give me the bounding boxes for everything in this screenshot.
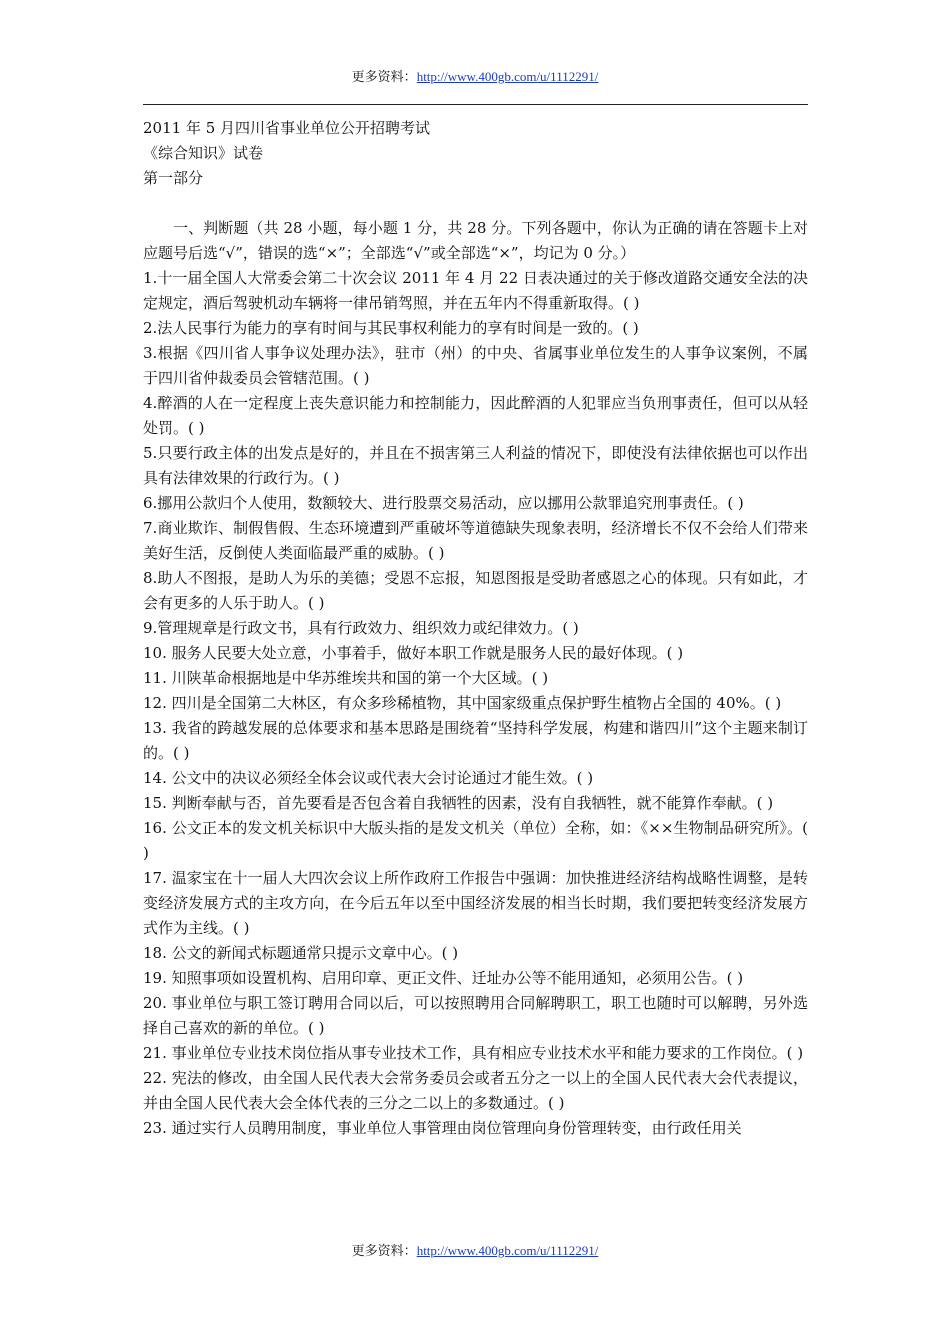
- document-body: [143, 116, 808, 1141]
- question-item: 12. 四川是全国第二大林区，有众多珍稀植物，其中国家级重点保护野生植物占全国的 40%。( ): [143, 694, 782, 712]
- footer-link[interactable]: http://www.400gb.com/u/1112291/: [416, 1243, 599, 1258]
- page-header: [0, 66, 950, 85]
- footer-label: 更多资料：: [351, 1244, 417, 1259]
- question-item: 7.商业欺诈、制假售假、生态环境遭到严重破坏等道德缺失现象表明，经济增长不仅不会给人们带来美好生活，反倒使人类面临最严重的威胁。( ): [143, 519, 808, 562]
- spacer: [143, 191, 808, 216]
- question-item: 8.助人不图报，是助人为乐的美德；受恩不忘报，知恩图报是受助者感恩之心的体现。只有如此，才会有更多的人乐于助人。( ): [143, 569, 808, 612]
- question-item: 17. 温家宝在十一届人大四次会议上所作政府工作报告中强调：加快推进经济结构战略性调整，是转变经济发展方式的主攻方向，在今后五年以至中国经济发展的相当长时期，我们要把转变经济发展方式作为主线。( ): [143, 869, 808, 937]
- question-item: 13. 我省的跨越发展的总体要求和基本思路是围绕着“坚持科学发展，构建和谐四川”这个主题来制订的。( ): [143, 719, 808, 762]
- header-label: 更多资料：: [351, 70, 417, 85]
- question-item: 14. 公文中的决议必须经全体会议或代表大会讨论通过才能生效。( ): [143, 769, 594, 787]
- question-item: 20. 事业单位与职工签订聘用合同以后，可以按照聘用合同解聘职工，职工也随时可以解聘，另外选择自己喜欢的新的单位。( ): [143, 994, 808, 1037]
- question-item: 3.根据《四川省人事争议处理办法》，驻市（州）的中央、省属事业单位发生的人事争议案例，不属于四川省仲裁委员会管辖范围。( ): [143, 344, 808, 387]
- question-item: 16. 公文正本的发文机关标识中大版头指的是发文机关（单位）全称，如：《××生物制品研究所》。( ): [143, 819, 808, 862]
- question-item: 2.法人民事行为能力的享有时间与其民事权利能力的享有时间是一致的。( ): [143, 319, 639, 337]
- question-item: 4.醉酒的人在一定程度上丧失意识能力和控制能力，因此醉酒的人犯罪应当负刑事责任，但可以从轻处罚。( ): [143, 394, 808, 437]
- exam-title: 2011 年 5 月四川省事业单位公开招聘考试: [143, 119, 431, 137]
- question-item: 6.挪用公款归个人使用，数额较大、进行股票交易活动，应以挪用公款罪追究刑事责任。( ): [143, 494, 744, 512]
- header-link[interactable]: http://www.400gb.com/u/1112291/: [416, 69, 599, 84]
- question-item: 5.只要行政主体的出发点是好的，并且在不损害第三人利益的情况下，即使没有法律依据也可以作出具有法律效果的行政行为。( ): [143, 444, 808, 487]
- question-item: 23. 通过实行人员聘用制度，事业单位人事管理由岗位管理向身份管理转变，由行政任用关: [143, 1119, 742, 1137]
- question-item: 21. 事业单位专业技术岗位指从事专业技术工作，具有相应专业技术水平和能力要求的工作岗位。( ): [143, 1044, 804, 1062]
- question-item: 15. 判断奉献与否，首先要看是否包含着自我牺牲的因素，没有自我牺牲，就不能算作奉献。( ): [143, 794, 774, 812]
- section-title: 第一部分: [143, 169, 204, 187]
- question-item: 9.管理规章是行政文书，具有行政效力、组织效力或纪律效力。( ): [143, 619, 579, 637]
- question-item: 10. 服务人民要大处立意，小事着手，做好本职工作就是服务人民的最好体现。( ): [143, 644, 684, 662]
- question-item: 11. 川陕革命根据地是中华苏维埃共和国的第一个大区域。( ): [143, 669, 549, 687]
- page-footer: [0, 1240, 950, 1259]
- question-item: 18. 公文的新闻式标题通常只提示文章中心。( ): [143, 944, 459, 962]
- section-instructions: 一、判断题（共 28 小题，每小题 1 分，共 28 分。下列各题中，你认为正确的请在答题卡上对应题号后选“√”，错误的选“×”；全部选“√”或全部选“×”，均记为 0 分。）: [143, 219, 808, 262]
- question-item: 22. 宪法的修改，由全国人民代表大会常务委员会或者五分之一以上的全国人民代表大会代表提议，并由全国人民代表大会全体代表的三分之二以上的多数通过。( ): [143, 1069, 808, 1112]
- question-item: 1.十一届全国人大常委会第二十次会议 2011 年 4 月 22 日表决通过的关于修改道路交通安全法的决定规定，酒后驾驶机动车辆将一律吊销驾照，并在五年内不得重新取得。( ): [143, 269, 808, 312]
- paper-title: 《综合知识》试卷: [143, 144, 264, 162]
- question-item: 19. 知照事项如设置机构、启用印章、更正文件、迁址办公等不能用通知，必须用公告。( ): [143, 969, 744, 987]
- header-divider: [143, 104, 808, 105]
